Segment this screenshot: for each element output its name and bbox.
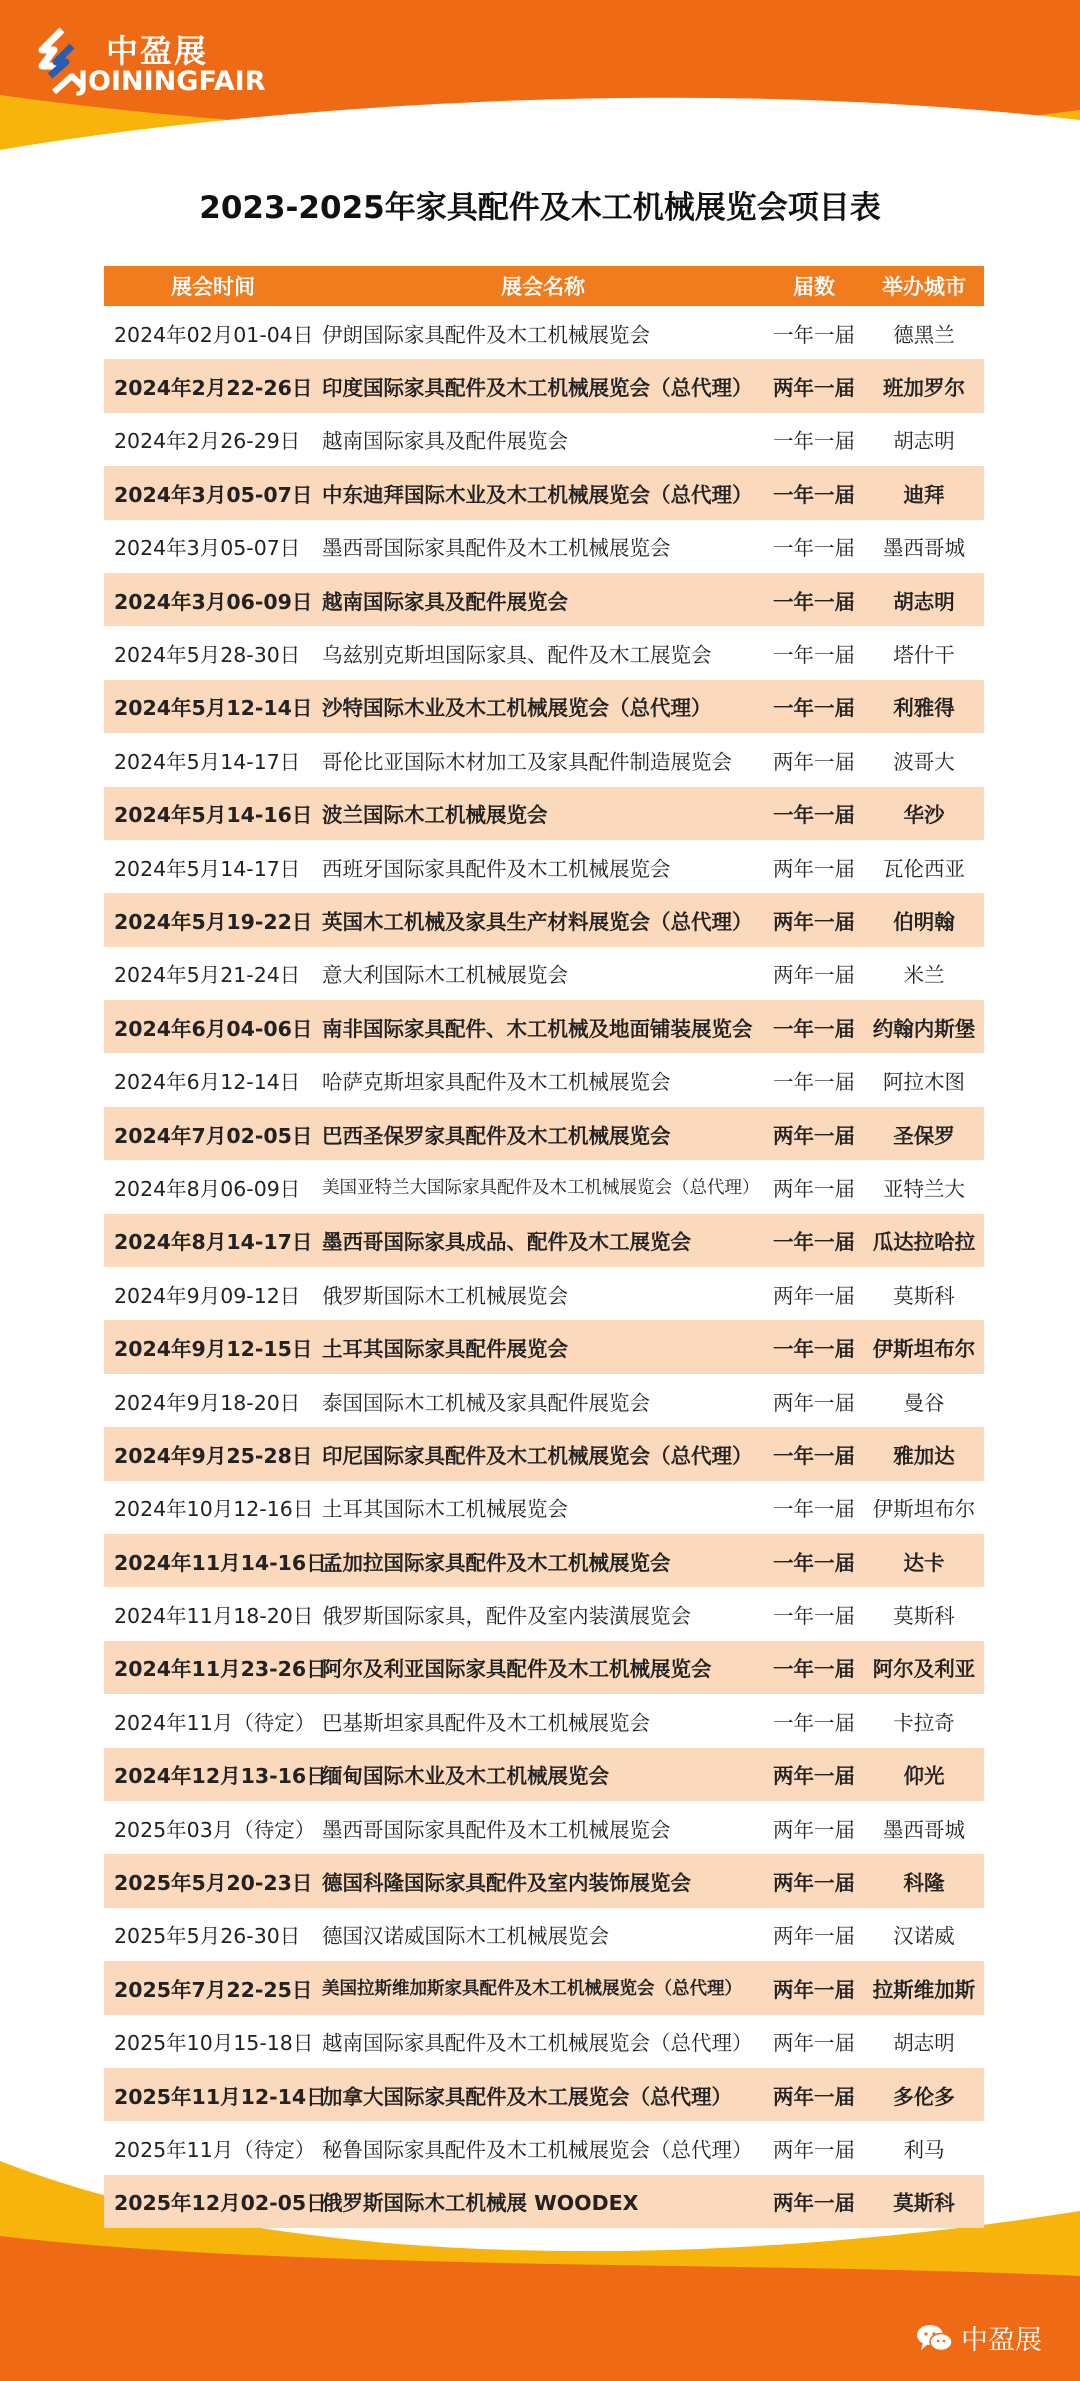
cell-name: 英国木工机械及家具生产材料展览会（总代理） [322, 909, 753, 934]
footer-brand [915, 2318, 1042, 2357]
cell-frequency: 两年一届 [773, 963, 855, 988]
cell-date: 2024年5月21-24日 [114, 963, 301, 988]
cell-frequency: 两年一届 [773, 909, 855, 934]
cell-name: 缅甸国际木业及木工机械展览会 [322, 1764, 609, 1789]
cell-city: 曼谷 [903, 1390, 945, 1415]
cell-date: 2024年2月26-29日 [114, 429, 301, 454]
header-date: 展会时间 [171, 275, 255, 299]
cell-date: 2024年7月02-05日 [114, 1123, 313, 1148]
table-row [104, 733, 984, 786]
cell-city: 墨西哥城 [883, 1817, 965, 1842]
cell-frequency: 两年一届 [773, 856, 855, 881]
cell-frequency: 两年一届 [773, 1817, 855, 1842]
cell-city: 圣保罗 [893, 1123, 955, 1148]
cell-frequency: 两年一届 [773, 2084, 855, 2109]
cell-frequency: 一年一届 [773, 803, 855, 828]
cell-frequency: 两年一届 [773, 1390, 855, 1415]
cell-frequency: 一年一届 [773, 1016, 855, 1041]
table-row [104, 1107, 984, 1160]
table-row [104, 1214, 984, 1267]
cell-city: 胡志明 [893, 589, 955, 614]
cell-city: 班加罗尔 [883, 376, 965, 401]
cell-frequency: 两年一届 [773, 1283, 855, 1308]
cell-name: 印尼国际家具配件及木工机械展览会（总代理） [322, 1443, 753, 1468]
cell-frequency: 两年一届 [773, 1924, 855, 1949]
cell-city: 德黑兰 [893, 322, 955, 347]
table-row [104, 893, 984, 946]
cell-date: 2024年8月14-17日 [114, 1230, 313, 1255]
cell-city: 波哥大 [893, 749, 955, 774]
cell-frequency: 一年一届 [773, 589, 855, 614]
cell-frequency: 一年一届 [773, 1657, 855, 1682]
cell-date: 2024年12月13-16日 [114, 1764, 327, 1789]
footer-brand-name: 中盈展 [961, 2325, 1042, 2356]
cell-date: 2024年3月05-07日 [114, 536, 301, 561]
cell-name: 美国拉斯维加斯家具配件及木工机械展览会（总代理） [322, 1979, 742, 2000]
cell-date: 2024年11月18-20日 [114, 1604, 314, 1629]
cell-name: 俄罗斯国际木工机械展览会 [322, 1283, 568, 1308]
cell-city: 雅加达 [893, 1443, 955, 1468]
cell-name: 美国亚特兰大国际家具配件及木工机械展览会（总代理） [322, 1178, 760, 1199]
cell-city: 瓦伦西亚 [883, 856, 965, 881]
table-row [104, 1374, 984, 1427]
cell-city: 塔什干 [893, 643, 955, 668]
table-row [104, 626, 984, 679]
cell-city: 伊斯坦布尔 [872, 1497, 976, 1522]
cell-city: 仰光 [903, 1764, 945, 1789]
table-row [104, 359, 984, 412]
cell-date: 2024年3月05-07日 [114, 482, 313, 507]
table-row [104, 1694, 984, 1747]
cell-city: 华沙 [903, 803, 945, 828]
cell-date: 2025年11月（待定） [114, 2137, 316, 2162]
cell-name: 德国汉诺威国际木工机械展览会 [322, 1924, 609, 1949]
table-row [104, 787, 984, 840]
table-row [104, 1961, 984, 2014]
cell-frequency: 两年一届 [773, 1123, 855, 1148]
cell-frequency: 两年一届 [773, 1176, 855, 1201]
cell-date: 2024年02月01-04日 [114, 322, 314, 347]
cell-name: 意大利国际木工机械展览会 [322, 963, 568, 988]
cell-name: 巴基斯坦家具配件及木工机械展览会 [322, 1710, 650, 1735]
cell-name: 沙特国际木业及木工机械展览会（总代理） [322, 696, 712, 721]
brand-logo [32, 22, 272, 102]
cell-city: 阿尔及利亚 [872, 1657, 976, 1682]
cell-frequency: 两年一届 [773, 376, 855, 401]
table-row [104, 1908, 984, 1961]
cell-frequency: 一年一届 [773, 536, 855, 561]
cell-date: 2024年5月14-17日 [114, 749, 301, 774]
cell-name: 俄罗斯国际木工机械展 WOODEX [322, 2191, 639, 2216]
cell-date: 2024年11月23-26日 [114, 1657, 327, 1682]
cell-name: 墨西哥国际家具成品、配件及木工展览会 [322, 1230, 691, 1255]
cell-frequency: 一年一届 [773, 322, 855, 347]
cell-name: 印度国际家具配件及木工机械展览会（总代理） [322, 376, 753, 401]
cell-date: 2024年9月12-15日 [114, 1337, 313, 1362]
cell-city: 卡拉奇 [893, 1710, 955, 1735]
cell-frequency: 一年一届 [773, 696, 855, 721]
cell-city: 墨西哥城 [883, 536, 965, 561]
cell-frequency: 一年一届 [773, 1604, 855, 1629]
table-row [104, 680, 984, 733]
cell-name: 哈萨克斯坦家具配件及木工机械展览会 [322, 1070, 671, 1095]
cell-city: 莫斯科 [893, 1604, 955, 1629]
table-row [104, 1801, 984, 1854]
cell-date: 2025年03月（待定） [114, 1817, 316, 1842]
header-frequency: 届数 [793, 275, 835, 299]
cell-name: 哥伦比亚国际木材加工及家具配件制造展览会 [322, 749, 732, 774]
cell-frequency: 两年一届 [773, 1977, 855, 2002]
cell-date: 2024年5月19-22日 [114, 909, 313, 934]
cell-frequency: 一年一届 [773, 1337, 855, 1362]
cell-city: 约翰内斯堡 [872, 1016, 976, 1041]
cell-date: 2025年5月26-30日 [114, 1924, 301, 1949]
cell-date: 2024年9月18-20日 [114, 1390, 301, 1415]
cell-name: 南非国际家具配件、木工机械及地面铺装展览会 [322, 1016, 753, 1041]
cell-frequency: 一年一届 [773, 1443, 855, 1468]
table-row [104, 413, 984, 466]
table-row [104, 306, 984, 359]
table-row [104, 2121, 984, 2174]
cell-name: 西班牙国际家具配件及木工机械展览会 [322, 856, 671, 881]
cell-name: 越南国际家具配件及木工机械展览会（总代理） [322, 2031, 753, 2056]
cell-frequency: 一年一届 [773, 1230, 855, 1255]
cell-date: 2024年9月09-12日 [114, 1283, 301, 1308]
table-row [104, 1481, 984, 1534]
cell-date: 2024年6月12-14日 [114, 1070, 301, 1095]
cell-name: 越南国际家具及配件展览会 [322, 589, 568, 614]
cell-date: 2024年5月14-16日 [114, 803, 313, 828]
cell-frequency: 一年一届 [773, 643, 855, 668]
cell-name: 俄罗斯国际家具，配件及室内装潢展览会 [322, 1604, 691, 1629]
cell-frequency: 一年一届 [773, 429, 855, 454]
table-row [104, 2175, 984, 2228]
cell-frequency: 两年一届 [773, 2191, 855, 2216]
cell-date: 2024年8月06-09日 [114, 1176, 301, 1201]
cell-frequency: 两年一届 [773, 1764, 855, 1789]
table-row [104, 1160, 984, 1213]
cell-name: 墨西哥国际家具配件及木工机械展览会 [322, 1817, 671, 1842]
cell-city: 利雅得 [893, 696, 955, 721]
wechat-icon [915, 2323, 953, 2353]
cell-name: 土耳其国际家具配件展览会 [322, 1337, 568, 1362]
exhibition-table [104, 266, 984, 2228]
table-row [104, 947, 984, 1000]
cell-city: 拉斯维加斯 [872, 1977, 976, 2002]
cell-city: 达卡 [903, 1550, 945, 1575]
table-row [104, 1587, 984, 1640]
cell-date: 2024年3月06-09日 [114, 589, 313, 614]
table-body [104, 306, 984, 2228]
table-row [104, 1320, 984, 1373]
cell-frequency: 一年一届 [773, 1710, 855, 1735]
table-row [104, 2015, 984, 2068]
table-row [104, 1748, 984, 1801]
table-row [104, 1053, 984, 1106]
cell-date: 2024年5月12-14日 [114, 696, 313, 721]
table-row [104, 1854, 984, 1907]
cell-name: 墨西哥国际家具配件及木工机械展览会 [322, 536, 671, 561]
cell-name: 孟加拉国际家具配件及木工机械展览会 [322, 1550, 671, 1575]
cell-name: 加拿大国际家具配件及木工展览会（总代理） [322, 2084, 732, 2109]
cell-city: 米兰 [903, 963, 945, 988]
table-row [104, 520, 984, 573]
cell-city: 莫斯科 [893, 1283, 955, 1308]
cell-city: 多伦多 [893, 2084, 955, 2109]
page-title: 2023-2025年家具配件及木工机械展览会项目表 [199, 190, 881, 226]
cell-date: 2025年11月12-14日 [114, 2084, 327, 2109]
table-row [104, 1427, 984, 1480]
table-row [104, 1641, 984, 1694]
cell-date: 2024年9月25-28日 [114, 1443, 313, 1468]
table-row [104, 466, 984, 519]
cell-date: 2025年12月02-05日 [114, 2191, 327, 2216]
cell-date: 2024年11月14-16日 [114, 1550, 327, 1575]
cell-name: 越南国际家具及配件展览会 [322, 429, 568, 454]
cell-city: 汉诺威 [893, 1924, 955, 1949]
cell-frequency: 一年一届 [773, 482, 855, 507]
cell-name: 阿尔及利亚国际家具配件及木工机械展览会 [322, 1657, 712, 1682]
cell-date: 2024年11月（待定） [114, 1710, 316, 1735]
cell-date: 2024年5月14-17日 [114, 856, 301, 881]
logo-english-name: JOININGFAIR [78, 66, 266, 97]
table-header [104, 266, 984, 306]
header-name: 展会名称 [501, 275, 585, 299]
cell-frequency: 一年一届 [773, 1497, 855, 1522]
cell-date: 2024年5月28-30日 [114, 643, 301, 668]
cell-frequency: 两年一届 [773, 1871, 855, 1896]
header-city: 举办城市 [882, 275, 966, 299]
cell-name: 德国科隆国际家具配件及室内装饰展览会 [322, 1871, 691, 1896]
cell-city: 瓜达拉哈拉 [872, 1230, 976, 1255]
cell-name: 乌兹别克斯坦国际家具、配件及木工展览会 [322, 643, 712, 668]
table-row [104, 1000, 984, 1053]
cell-city: 胡志明 [893, 429, 955, 454]
table-row [104, 840, 984, 893]
cell-city: 伊斯坦布尔 [872, 1337, 976, 1362]
cell-city: 利马 [903, 2137, 945, 2162]
logo-chinese-name: 中盈展 [106, 32, 209, 70]
cell-city: 迪拜 [903, 482, 945, 507]
cell-date: 2025年7月22-25日 [114, 1977, 313, 2002]
cell-date: 2024年6月04-06日 [114, 1016, 313, 1041]
cell-city: 伯明翰 [893, 909, 955, 934]
cell-city: 阿拉木图 [883, 1070, 965, 1095]
cell-city: 亚特兰大 [883, 1176, 965, 1201]
cell-frequency: 一年一届 [773, 1070, 855, 1095]
cell-frequency: 两年一届 [773, 2031, 855, 2056]
cell-frequency: 两年一届 [773, 749, 855, 774]
cell-city: 胡志明 [893, 2031, 955, 2056]
cell-date: 2025年10月15-18日 [114, 2031, 314, 2056]
table-row [104, 1267, 984, 1320]
cell-city: 科隆 [903, 1871, 945, 1896]
cell-date: 2024年10月12-16日 [114, 1497, 314, 1522]
cell-name: 秘鲁国际家具配件及木工机械展览会（总代理） [322, 2137, 753, 2162]
cell-frequency: 两年一届 [773, 2137, 855, 2162]
cell-name: 泰国国际木工机械及家具配件展览会 [322, 1390, 650, 1415]
table-row [104, 1534, 984, 1587]
cell-name: 土耳其国际木工机械展览会 [322, 1497, 568, 1522]
cell-name: 伊朗国际家具配件及木工机械展览会 [322, 322, 650, 347]
table-row [104, 2068, 984, 2121]
cell-date: 2024年2月22-26日 [114, 376, 313, 401]
cell-name: 巴西圣保罗家具配件及木工机械展览会 [322, 1123, 671, 1148]
cell-name: 中东迪拜国际木业及木工机械展览会（总代理） [322, 482, 753, 507]
cell-city: 莫斯科 [893, 2191, 955, 2216]
cell-date: 2025年5月20-23日 [114, 1871, 313, 1896]
cell-frequency: 一年一届 [773, 1550, 855, 1575]
table-row [104, 573, 984, 626]
cell-name: 波兰国际木工机械展览会 [322, 803, 548, 828]
